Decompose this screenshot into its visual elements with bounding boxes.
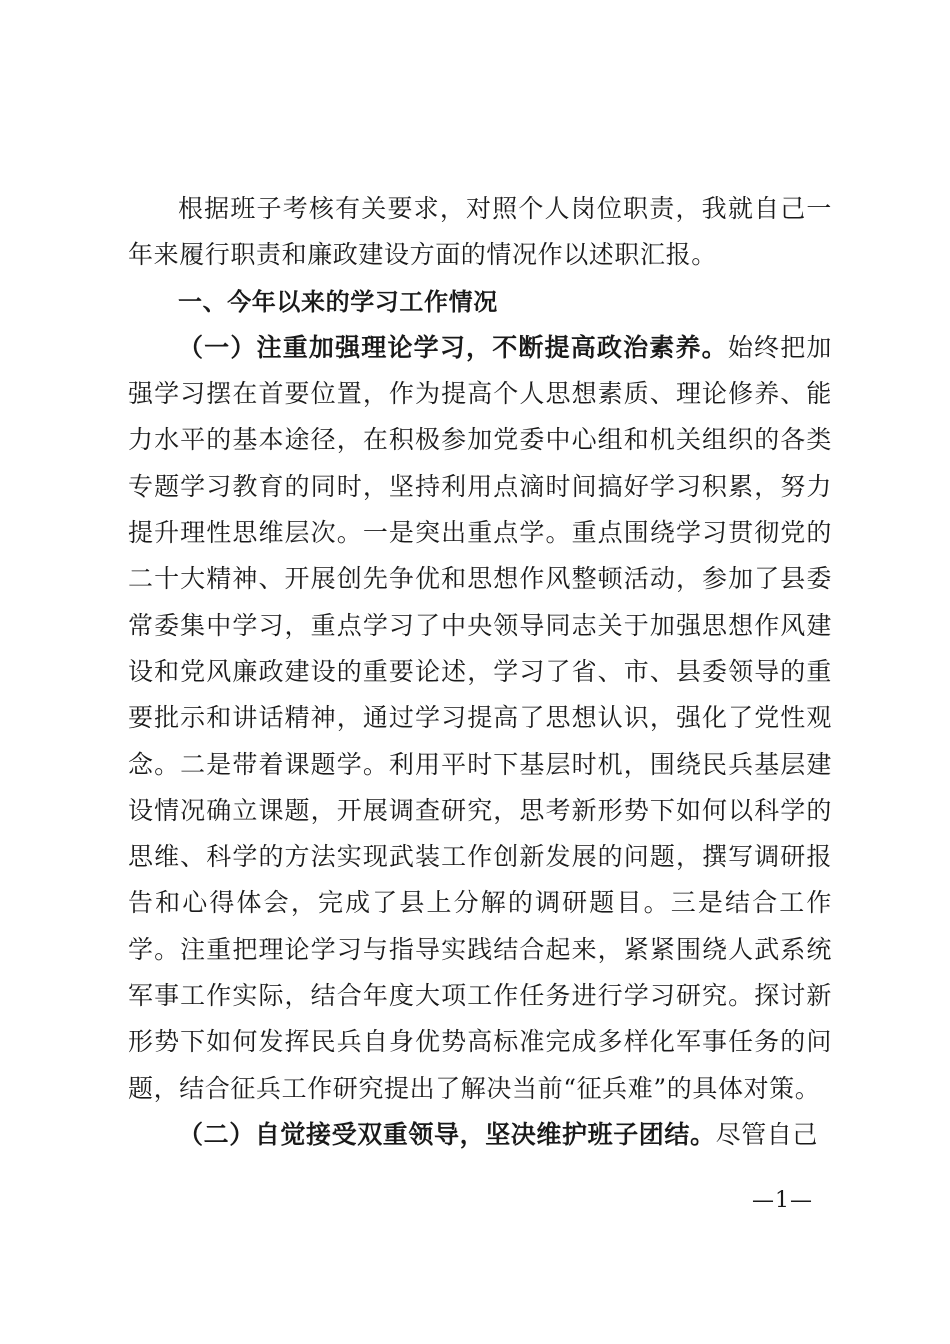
item-two-lead: （二）自觉接受双重领导，坚决维护班子团结。 xyxy=(178,1119,716,1149)
section-heading: 一、今年以来的学习工作情况 xyxy=(178,287,498,316)
item-two-paragraph xyxy=(128,1112,832,1158)
page-number: —1— xyxy=(752,1188,813,1213)
item-two-body: 尽管自己 xyxy=(715,1119,819,1149)
item-one-paragraph xyxy=(128,325,832,1112)
intro-paragraph: 根据班子考核有关要求，对照个人岗位职责，我就自己一年来履行职责和廉政建设方面的情况作以述职汇报。 xyxy=(128,194,832,270)
document-body xyxy=(128,186,832,1158)
item-one-body: 始终把加强学习摆在首要位置，作为提高个人思想素质、理论修养、能力水平的基本途径，在积极参加党委中心组和机关组织的各类专题学习教育的同时，坚持利用点滴时间搞好学习积累，努力提升理性思维层次。一是突出重点学。重点围绕学习贯彻党的二十大精神、开展创先争优和思想作风整顿活动，参加了县委常委集中学习，重点学习了中央领导同志关于加强思想作风建设和党风廉政建设的重要论述，学习了省、市、县委领导的重要批示和讲话精神，通过学习提高了思想认识，强化了党性观念。二是带着课题学。利用平时下基层时机，围绕民兵基层建设情况确立课题，开展调查研究，思考新形势下如何以科学的思维、科学的方法实现武装工作创新发展的问题，撰写调研报告和心得体会，完成了县上分解的调研题目。三是结合工作学。注重把理论学习与指导实践结合起来，紧紧围绕人武系统军事工作实际，结合年度大项工作任务进行学习研究。探讨新形势下如何发挥民兵自身优势高标准完成多样化军事任务的问题，结合征兵工作研究提出了解决当前“征兵难”的具体对策。 xyxy=(128,332,832,1103)
item-one-lead: （一）注重加强理论学习，不断提高政治素养。 xyxy=(178,332,728,362)
